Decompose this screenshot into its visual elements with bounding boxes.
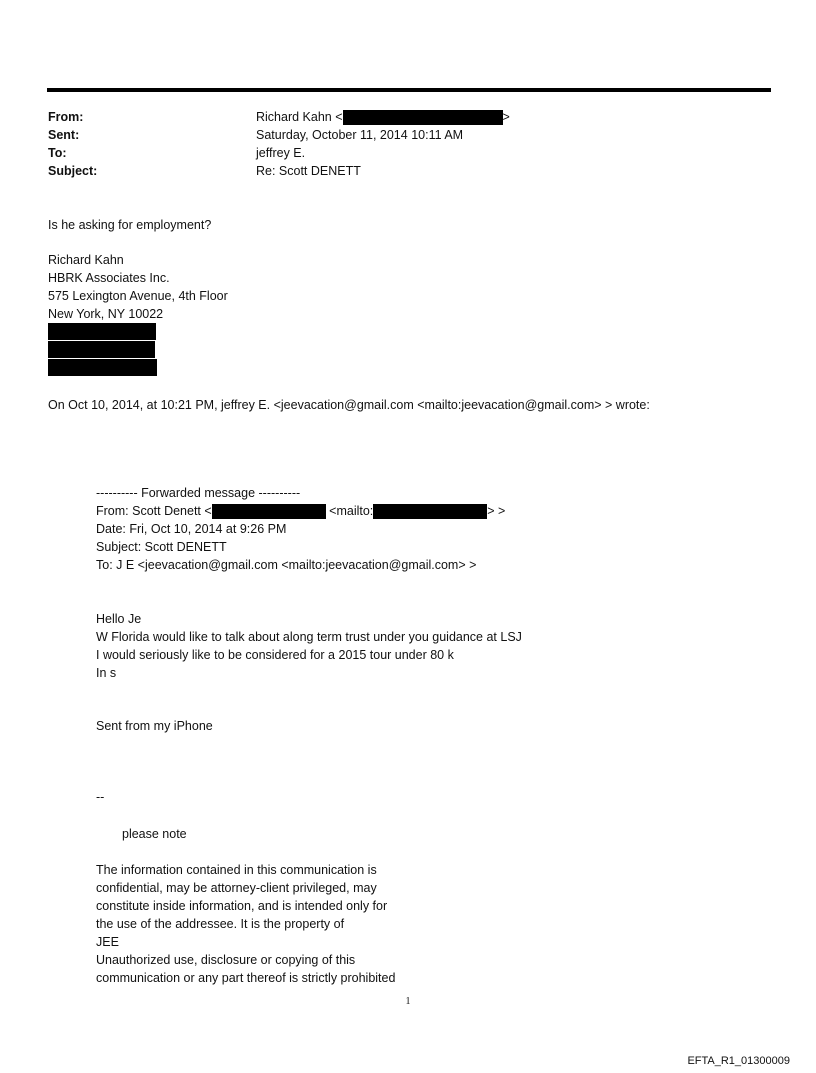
- redaction-box: [48, 341, 155, 358]
- sent-from-line: Sent from my iPhone: [96, 719, 213, 733]
- disclaimer-line: Unauthorized use, disclosure or copying of this: [96, 953, 356, 967]
- sent-row: [48, 126, 608, 144]
- disclaimer-line: the use of the addressee. It is the property of: [96, 917, 345, 931]
- forward-to: To: J E <jeevacation@gmail.com <mailto:jeevacation@gmail.com> >: [96, 558, 477, 572]
- question-text: Is he asking for employment?: [48, 218, 212, 232]
- email-header: [48, 108, 608, 180]
- forward-from-close: > >: [487, 504, 506, 518]
- message-line: In s: [96, 666, 117, 680]
- wrote-line: On Oct 10, 2014, at 10:21 PM, jeffrey E. <jeevacation@gmail.com <mailto:jeevacation@gmail.com> > wrote:: [48, 398, 650, 412]
- redaction-box: [212, 504, 326, 519]
- forward-divider: ---------- Forwarded message ----------: [96, 486, 301, 500]
- from-row: [48, 108, 608, 126]
- greeting: Hello Je: [96, 612, 142, 626]
- forward-from-prefix: From: Scott Denett <: [96, 504, 212, 518]
- message-line: W Florida would like to talk about along term trust under you guidance at LSJ: [96, 630, 522, 644]
- from-value: [256, 108, 510, 126]
- to-label: To:: [48, 146, 67, 160]
- subject-value: Re: Scott DENETT: [256, 164, 361, 178]
- to-row: [48, 144, 608, 162]
- signature-block: [48, 251, 248, 377]
- signature-dashes: --: [96, 790, 105, 804]
- subject-row: [48, 162, 608, 180]
- reply-body: [48, 216, 211, 234]
- signature-line: Richard Kahn: [48, 253, 124, 267]
- please-note: please note: [122, 827, 187, 841]
- disclaimer: [96, 861, 395, 987]
- sent-value: Saturday, October 11, 2014 10:11 AM: [256, 128, 464, 142]
- forward-subject: Subject: Scott DENETT: [96, 540, 227, 554]
- disclaimer-line: constitute inside information, and is intended only for: [96, 899, 388, 913]
- disclaimer-line: The information contained in this communication is: [96, 863, 377, 877]
- signature-line: HBRK Associates Inc.: [48, 271, 170, 285]
- redaction-box: [343, 110, 503, 125]
- redaction-box: [373, 504, 487, 519]
- forwarded-body: [96, 610, 522, 664]
- disclaimer-line: JEE: [96, 935, 119, 949]
- message-line: I would seriously like to be considered for a 2015 tour under 80 k: [96, 648, 454, 662]
- from-close: >: [502, 110, 510, 124]
- forwarded-header: [96, 484, 505, 574]
- forward-from-mailto: <mailto:: [329, 504, 374, 518]
- disclaimer-line: confidential, may be attorney-client privileged, may: [96, 881, 377, 895]
- disclaimer-line: communication or any part thereof is strictly prohibited: [96, 971, 396, 985]
- redaction-box: [48, 359, 157, 376]
- header-rule: [47, 88, 771, 92]
- page-number: 1: [405, 996, 411, 1007]
- from-name: Richard Kahn <: [256, 110, 343, 124]
- signature-line: 575 Lexington Avenue, 4th Floor: [48, 289, 228, 303]
- sent-label: Sent:: [48, 128, 80, 142]
- signature-line: New York, NY 10022: [48, 307, 164, 321]
- forward-date: Date: Fri, Oct 10, 2014 at 9:26 PM: [96, 522, 287, 536]
- forward-from: [96, 502, 505, 520]
- document-id: EFTA_R1_01300009: [687, 1055, 790, 1067]
- redaction-box: [48, 323, 156, 340]
- to-value: jeffrey E.: [256, 146, 306, 160]
- from-label: From:: [48, 110, 84, 124]
- subject-label: Subject:: [48, 164, 98, 178]
